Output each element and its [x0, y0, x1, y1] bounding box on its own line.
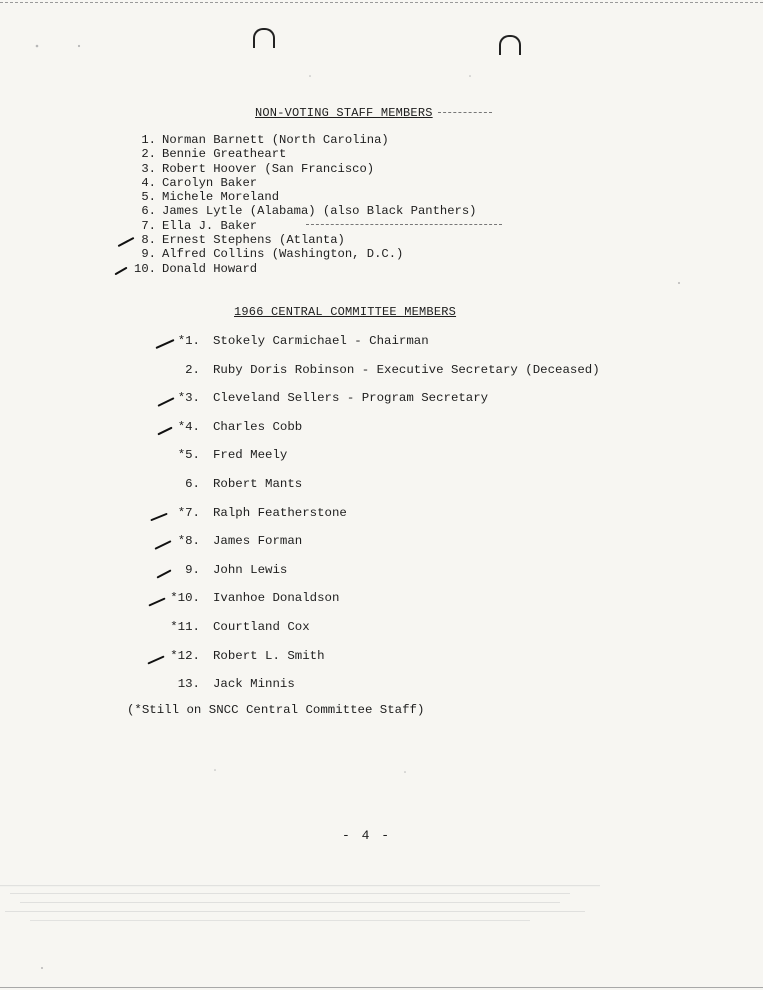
item-text: John Lewis: [213, 562, 288, 577]
item-number: 10.: [134, 261, 156, 276]
item-text: Ralph Featherstone: [213, 505, 347, 520]
item-text: James Forman: [213, 534, 303, 549]
item-text: Ruby Doris Robinson - Executive Secretary (Deceased): [213, 362, 600, 377]
item-number: *1.: [177, 334, 200, 348]
item-number: *11.: [170, 619, 200, 634]
item-text: Michele Moreland: [162, 190, 280, 205]
item-text: Cleveland Sellers - Program Secretary: [213, 391, 489, 406]
item-text: Jack Minnis: [213, 677, 295, 692]
item-number: 4.: [141, 175, 156, 190]
section-title-nonvoting: NON-VOTING STAFF MEMBERS: [255, 106, 433, 120]
item-number: 8.: [141, 233, 156, 248]
underline-dash: [438, 112, 492, 113]
underline-dash: [306, 224, 502, 225]
item-number: *3.: [177, 391, 200, 406]
item-number: *4.: [177, 419, 200, 434]
item-text: Robert Hoover (San Francisco): [162, 161, 375, 176]
item-text: Alfred Collins (Washington, D.C.): [162, 247, 404, 262]
item-text: Donald Howard: [162, 261, 258, 276]
item-text: Stokely Carmichael - Chairman: [213, 334, 429, 348]
item-number: 13.: [177, 677, 200, 692]
item-text: Courtland Cox: [213, 619, 310, 634]
page-number: - 4 -: [342, 828, 392, 843]
item-text: Ivanhoe Donaldson: [213, 591, 340, 606]
item-number: 9.: [141, 247, 156, 262]
item-number: *8.: [177, 534, 200, 549]
item-number: 5.: [141, 190, 156, 205]
item-number: 2.: [141, 147, 156, 162]
item-text: Robert Mants: [213, 476, 303, 491]
item-number: 9.: [185, 562, 200, 577]
section-title-central-committee: 1966 CENTRAL COMMITTEE MEMBERS: [234, 305, 457, 319]
footnote: (*Still on SNCC Central Committee Staff): [127, 703, 425, 717]
item-number: 3.: [141, 161, 156, 176]
item-number: 6.: [185, 476, 200, 491]
item-number: *10.: [170, 591, 200, 606]
item-number: 1.: [141, 133, 156, 147]
item-text: Robert L. Smith: [213, 648, 325, 663]
item-number: 7.: [141, 218, 156, 233]
item-number: *12.: [170, 648, 200, 663]
item-text: Ella J. Baker: [162, 218, 258, 233]
item-number: 2.: [185, 362, 200, 377]
item-number: 6.: [141, 204, 156, 219]
item-text: Charles Cobb: [213, 419, 303, 434]
item-number: *7.: [177, 505, 200, 520]
item-text: James Lytle (Alabama) (also Black Panthers): [162, 204, 477, 219]
item-text: Fred Meely: [213, 448, 288, 463]
item-text: Norman Barnett (North Carolina): [162, 133, 389, 147]
item-text: Bennie Greatheart: [162, 147, 287, 162]
item-text: Carolyn Baker: [162, 175, 258, 190]
item-number: *5.: [177, 448, 200, 463]
item-text: Ernest Stephens (Atlanta): [162, 233, 345, 248]
